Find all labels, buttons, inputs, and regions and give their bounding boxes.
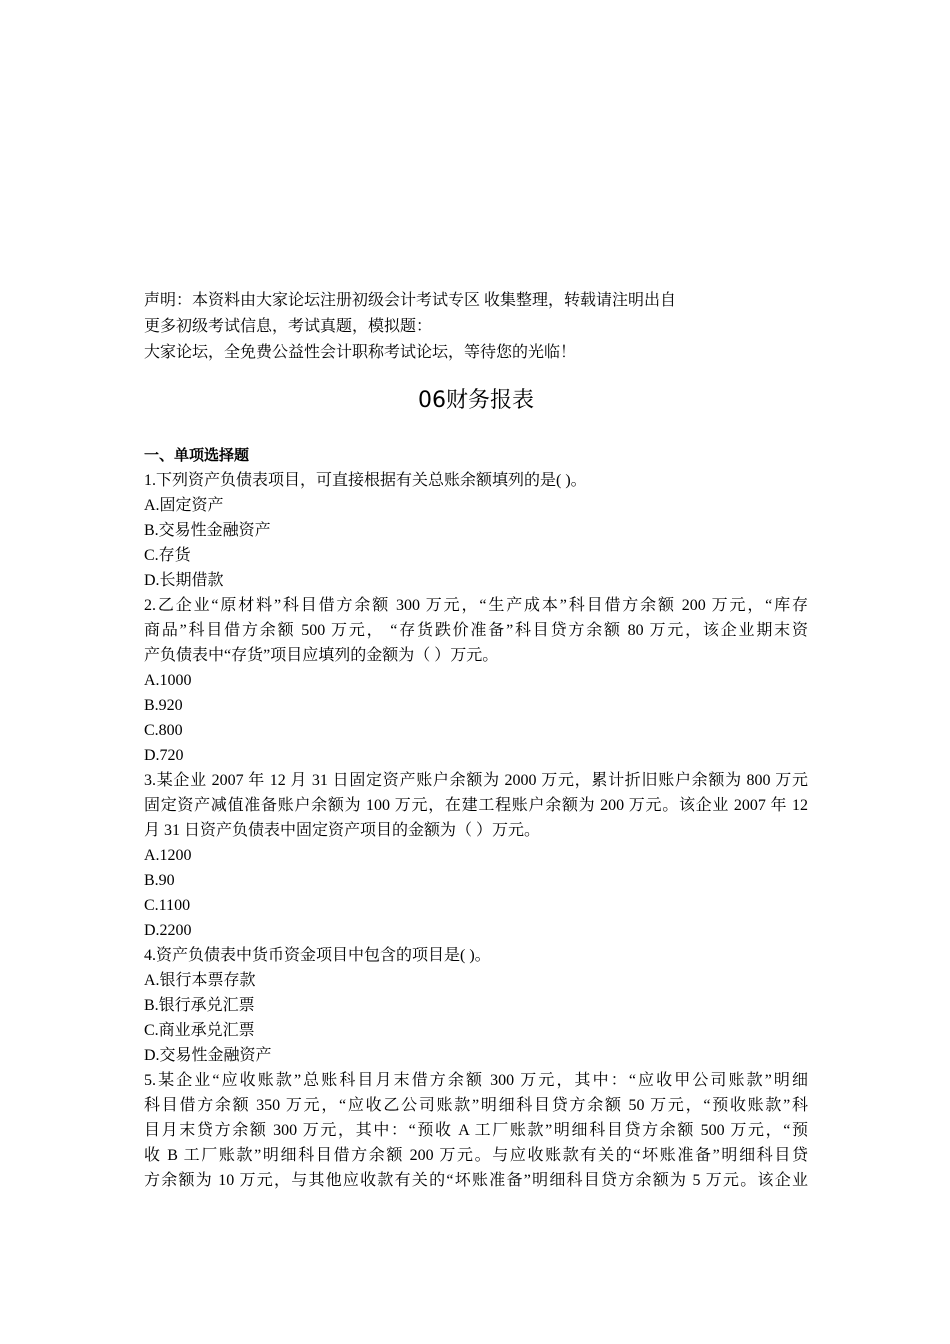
question-1 bbox=[144, 468, 808, 593]
option-d: D.720 bbox=[144, 747, 184, 764]
document-title: 06财务报表 bbox=[418, 388, 534, 413]
question-3 bbox=[144, 768, 808, 943]
question-text: 固定资产减值准备账户余额为 100 万元，在建工程账户余额为 200 万元。该企业 2007 年 12 bbox=[144, 797, 808, 814]
question-text: 产负债表中“存货”项目应填列的金额为（ ）万元。 bbox=[144, 647, 499, 664]
option-a: A.1200 bbox=[144, 847, 192, 864]
option-d: D.长期借款 bbox=[144, 572, 224, 589]
option-b: B.90 bbox=[144, 872, 175, 889]
question-2 bbox=[144, 593, 808, 768]
question-text: 1.下列资产负债表项目，可直接根据有关总账余额填列的是( )。 bbox=[144, 472, 587, 489]
question-text: 月 31 日资产负债表中固定资产项目的金额为（ ）万元。 bbox=[144, 822, 541, 839]
option-b: B.交易性金融资产 bbox=[144, 522, 271, 539]
option-a: A.银行本票存款 bbox=[144, 972, 256, 989]
option-c: C.800 bbox=[144, 722, 183, 739]
question-text: 商品”科目借方余额 500 万元， “存货跌价准备”科目贷方余额 80 万元，该企业期末资 bbox=[144, 622, 808, 639]
option-a: A.固定资产 bbox=[144, 497, 224, 514]
question-text: 3.某企业 2007 年 12 月 31 日固定资产账户余额为 2000 万元，累计折旧账户余额为 800 万元 bbox=[144, 772, 808, 789]
document-page bbox=[144, 288, 808, 1193]
option-c: C.存货 bbox=[144, 547, 191, 564]
question-4 bbox=[144, 943, 808, 1068]
option-b: B.银行承兑汇票 bbox=[144, 997, 255, 1014]
notice-line: 大家论坛，全免费公益性会计职称考试论坛，等待您的光临！ bbox=[144, 344, 577, 361]
notice-line: 声明：本资料由大家论坛注册初级会计考试专区 收集整理，转载请注明出自 bbox=[144, 292, 677, 309]
section-heading: 一、单项选择题 bbox=[144, 448, 250, 464]
question-text: 目月末贷方余额 300 万元，其中：“预收 A 工厂账款”明细科目贷方余额 500 万元，“预 bbox=[144, 1122, 808, 1139]
notice-line: 更多初级考试信息，考试真题，模拟题： bbox=[144, 318, 433, 335]
option-c: C.商业承兑汇票 bbox=[144, 1022, 255, 1039]
option-d: D.2200 bbox=[144, 922, 192, 939]
question-text: 方余额为 10 万元，与其他应收款有关的“坏账准备”明细科目贷方余额为 5 万元。该企业 bbox=[144, 1172, 808, 1189]
question-text: 收 B 工厂账款”明细科目借方余额 200 万元。与应收账款有关的“坏账准备”明细科目贷 bbox=[144, 1147, 808, 1164]
copyright-notice bbox=[144, 288, 808, 366]
question-text: 科目借方余额 350 万元，“应收乙公司账款”明细科目贷方余额 50 万元，“预收账款”科 bbox=[144, 1097, 808, 1114]
option-b: B.920 bbox=[144, 697, 183, 714]
option-c: C.1100 bbox=[144, 897, 191, 914]
option-a: A.1000 bbox=[144, 672, 192, 689]
question-text: 5.某企业“应收账款”总账科目月末借方余额 300 万元，其中：“应收甲公司账款”明细 bbox=[144, 1072, 808, 1089]
question-5 bbox=[144, 1068, 808, 1193]
question-text: 2.乙企业“原材料”科目借方余额 300 万元，“生产成本”科目借方余额 200 万元，“库存 bbox=[144, 597, 808, 614]
option-d: D.交易性金融资产 bbox=[144, 1047, 272, 1064]
question-text: 4.资产负债表中货币资金项目中包含的项目是( )。 bbox=[144, 947, 491, 964]
